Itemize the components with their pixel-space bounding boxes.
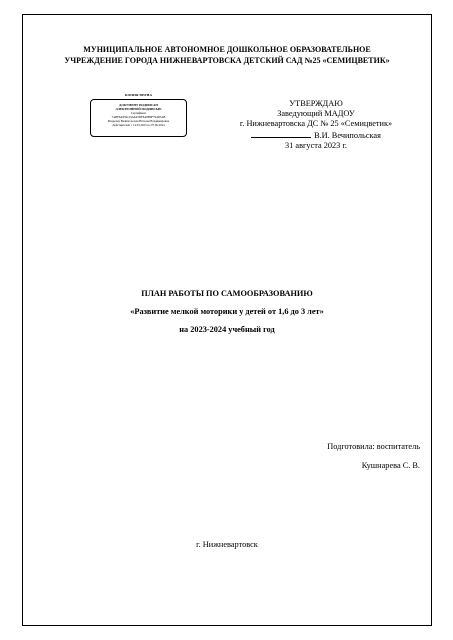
plan-title: ПЛАН РАБОТЫ ПО САМООБРАЗОВАНИЮ (141, 289, 313, 298)
stamp-caption: КОПИЯ ВЕРНА (124, 93, 153, 97)
approval-block (226, 99, 406, 151)
approval-institution: г. Нижневартовска ДС № 25 «Семицветик» (239, 119, 393, 129)
plan-year: на 2023-2024 учебный год (179, 325, 275, 334)
prepared-name: Кушнарева С. В. (361, 461, 420, 470)
stamp-validity: Действителен с 14.03.2023 по 07.06.2024 (112, 123, 165, 128)
organization-name (22, 44, 432, 66)
approval-heading: УТВЕРЖДАЮ (289, 99, 343, 108)
approval-signer: В.И. Вечипольская (314, 130, 381, 140)
electronic-signature-stamp (90, 99, 187, 137)
approval-date: 31 августа 2023 г. (285, 140, 347, 150)
city-name: г. Нижневартовск (196, 540, 258, 549)
stamp-owner: Владелец Вечипольская Наталья Владимировна (107, 119, 170, 124)
stamp-certificate-label: Сертификат (130, 111, 147, 116)
approval-signature-line (226, 130, 406, 141)
stamp-title-1: ДОКУМЕНТ ПОДПИСАН (119, 103, 158, 107)
approval-position: Заведующий МАДОУ (277, 109, 355, 119)
stamp-certificate-number: 7ABF6A659123A6A5DF6A8B9F794D7AB (111, 115, 166, 120)
prepared-by: Подготовила: воспитатель (327, 442, 420, 451)
signature-blank (251, 130, 311, 138)
stamp-title-2: ЭЛЕКТРОННОЙ ПОДПИСЬЮ (115, 107, 162, 112)
organization-line-1: МУНИЦИПАЛЬНОЕ АВТОНОМНОЕ ДОШКОЛЬНОЕ ОБРАЗОВАТЕЛЬНОЕ (83, 45, 371, 54)
organization-line-2: УЧРЕЖДЕНИЕ ГОРОДА НИЖНЕВАРТОВСКА ДЕТСКИЙ САД №25 «СЕМИЦВЕТИК» (64, 56, 390, 65)
plan-topic: «Развитие мелкой моторики у детей от 1,6 до 3 лет» (130, 307, 324, 316)
